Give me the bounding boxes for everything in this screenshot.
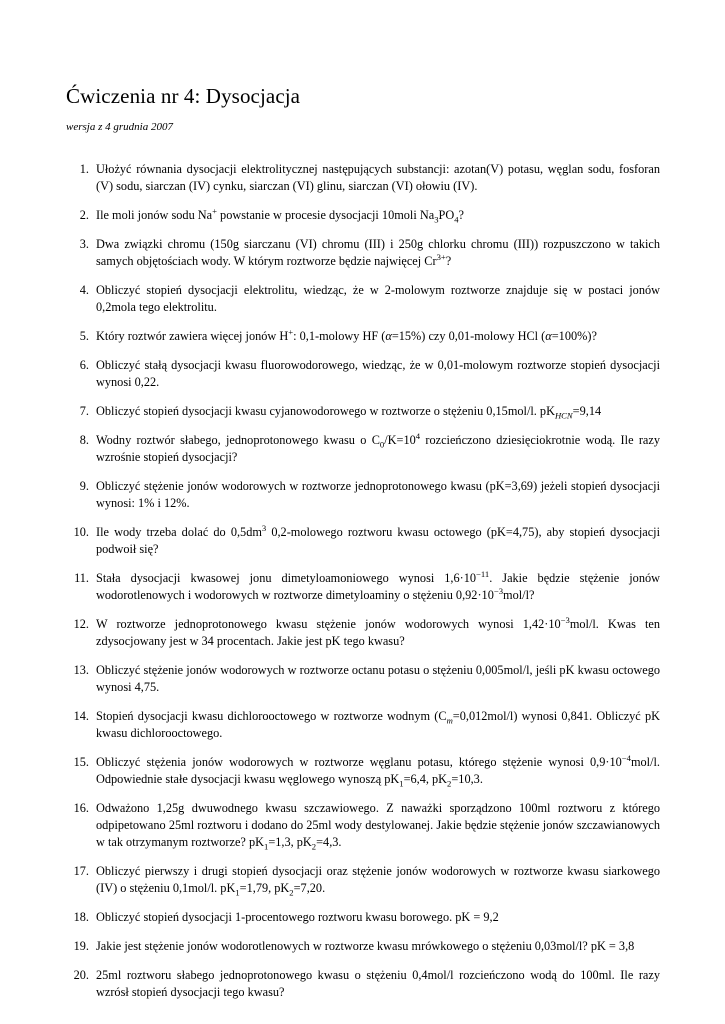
exercise-text: Który roztwór zawiera więcej jonów H+: 0,1-molowy HF (α=15%) czy 0,01-molowy HCl (α=100%)? — [96, 326, 597, 343]
exercise-text: Jakie jest stężenie jonów wodorotlenowych w roztworze kwasu mrówkowego o stężeniu 0,03mol/l? pK = 3,8 — [96, 939, 635, 953]
version-date: wersja z 4 grudnia 2007 — [66, 121, 173, 133]
exercise-number: 6. — [79, 358, 89, 372]
exercise-item — [66, 616, 660, 650]
exercise-number: 2. — [79, 208, 89, 222]
exercise-number: 19. — [73, 939, 89, 953]
exercise-number: 12. — [73, 617, 89, 631]
exercise-number: 14. — [73, 709, 89, 723]
exercise-number: 13. — [73, 663, 89, 677]
exercise-text: Odważono 1,25g dwuwodnego kwasu szczawiowego. Z naważki sporządzono 100ml roztworu z którego odpipetowano 25ml roztworu i dodano do 25ml wody destylowanej. Jakie będzie stężenie jonów szczawianowych w tak otrzymanym roztworze? $pK_1=1,3$, $pK_2=4,3$. — [96, 801, 660, 852]
exercise-number: 4. — [79, 283, 89, 297]
exercise-item — [66, 708, 660, 742]
exercise-text: Ułożyć równania dysocjacji elektrolitycznej następujących substancji: azotan(V) potasu, węglan sodu, fosforan (V) sodu, siarczan (IV) cynku, siarczan (VI) glinu, siarczan (VI) ołowiu (IV). — [96, 162, 660, 193]
exercise-item — [66, 403, 660, 420]
exercise-item — [66, 800, 660, 851]
exercise-item — [66, 570, 660, 604]
exercise-text: Obliczyć stężenia jonów wodorowych w roztworze węglanu potasu, którego stężenie wynosi $0,9\cdot 10^{-4}mol/l$. Odpowiednie stałe dysocjacji kwasu węglowego wynoszą $pK_1=6,4$, $pK_2=10,3$. — [96, 752, 660, 789]
exercise-text: Stała dysocjacji kwasowej jonu dimetyloamoniowego wynosi $1,6\cdot 10^{-11}$. Jakie będzie stężenie jonów wodorotlenowych i wodorowych w roztworze dimetyloaminy o stężeniu $0,92\cdot 10^{-3}mol/l$? — [96, 568, 660, 602]
exercise-item — [66, 863, 660, 897]
exercise-item — [66, 328, 660, 345]
exercise-text: Obliczyć pierwszy i drugi stopień dysocjacji oraz stężenie jonów wodorowych w roztworze kwasu siarkowego (IV) o stężeniu 0,1mol/l. $pK_1=1,79$, $pK_2=7,20$. — [96, 864, 660, 898]
exercise-number: 17. — [73, 864, 89, 878]
exercise-item — [66, 662, 660, 696]
exercise-text: Obliczyć stopień dysocjacji kwasu cyjanowodorowego w roztworze o stężeniu 0,15mol/l. $pK_{HCN}=9,14$ — [96, 404, 602, 421]
exercise-item — [66, 478, 660, 512]
exercise-text: Ile moli jonów sodu Na+ powstanie w procesie dysocjacji 10moli $Na_3PO_4$? — [96, 205, 465, 225]
exercise-text: Obliczyć stałą dysocjacji kwasu fluorowodorowego, wiedząc, że w 0,01-molowym roztworze stopień dysocjacji wynosi 0,22. — [96, 358, 660, 389]
exercise-item — [66, 909, 660, 926]
exercise-number: 8. — [79, 433, 89, 447]
exercise-item — [66, 161, 660, 195]
exercise-item — [66, 432, 660, 466]
exercise-item — [66, 282, 660, 316]
exercise-number: 9. — [79, 479, 89, 493]
exercise-number: 10. — [73, 525, 89, 539]
exercise-item — [66, 967, 660, 1001]
exercise-text: W roztworze jednoprotonowego kwasu stężenie jonów wodorowych wynosi $1,42\cdot 10^{-3}mol/l$. Kwas ten zdysocjowany jest w 34 procentach. Jakie jest pK tego kwasu? — [96, 614, 660, 648]
exercise-number: 15. — [73, 755, 89, 769]
exercise-text: Obliczyć stężenie jonów wodorowych w roztworze octanu potasu o stężeniu 0,005mol/l, jeśli pK kwasu octowego wynosi 4,75. — [96, 663, 660, 694]
exercise-text: Wodny roztwór słabego, jednoprotonowego kwasu o $C_0/K=10^4$ rozcieńczono dziesięciokrotnie wodą. Ile razy wzrośnie stopień dysocjacji? — [96, 430, 660, 464]
exercise-item — [66, 754, 660, 788]
exercise-text: Obliczyć stężenie jonów wodorowych w roztworze jednoprotonowego kwasu (pK=3,69) jeżeli stopień dysocjacji wynosi: 1% i 12%. — [96, 479, 660, 510]
exercise-number: 5. — [79, 329, 89, 343]
exercise-number: 11. — [74, 571, 89, 585]
exercise-item — [66, 524, 660, 558]
exercise-text: Ile wody trzeba dolać do $0,5dm^3$ 0,2-molowego roztworu kwasu octowego (pK=4,75), aby stopień dysocjacji podwoił się? — [96, 522, 660, 556]
exercise-text: Obliczyć stopień dysocjacji elektrolitu, wiedząc, że w 2-molowym roztworze znajduje się w postaci jonów 0,2mola tego elektrolitu. — [96, 283, 660, 314]
exercise-number: 7. — [79, 404, 89, 418]
exercise-number: 3. — [79, 237, 89, 251]
exercise-text: 25ml roztworu słabego jednoprotonowego kwasu o stężeniu 0,4mol/l rozcieńczono wodą do 100ml. Ile razy wzrósł stopień dysocjacji tego kwasu? — [96, 968, 660, 999]
exercise-number: 1. — [79, 162, 89, 176]
exercise-item — [66, 357, 660, 391]
exercise-text: Obliczyć stopień dysocjacji 1-procentowego roztworu kwasu borowego. pK = 9,2 — [96, 910, 499, 924]
exercise-number: 18. — [73, 910, 89, 924]
exercise-list — [66, 161, 660, 1013]
exercise-text: Stopień dysocjacji kwasu dichlorooctowego w roztworze wodnym $(C_m=0,012mol/l)$ wynosi 0,841. Obliczyć pK kwasu dichlorooctowego. — [96, 709, 661, 740]
exercise-item — [66, 236, 660, 270]
page-title: Ćwiczenia nr 4: Dysocjacja — [66, 84, 301, 108]
exercise-number: 16. — [73, 801, 89, 815]
exercise-number: 20. — [73, 968, 89, 982]
exercise-item — [66, 938, 660, 955]
exercise-item — [66, 207, 660, 224]
exercise-text: Dwa związki chromu (150g siarczanu (VI) chromu (III) i 250g chlorku chromu (III)) rozpuszczono w takich samych objętościach wody. W którym roztworze będzie najwięcej $Cr^{3+}$? — [96, 237, 660, 268]
